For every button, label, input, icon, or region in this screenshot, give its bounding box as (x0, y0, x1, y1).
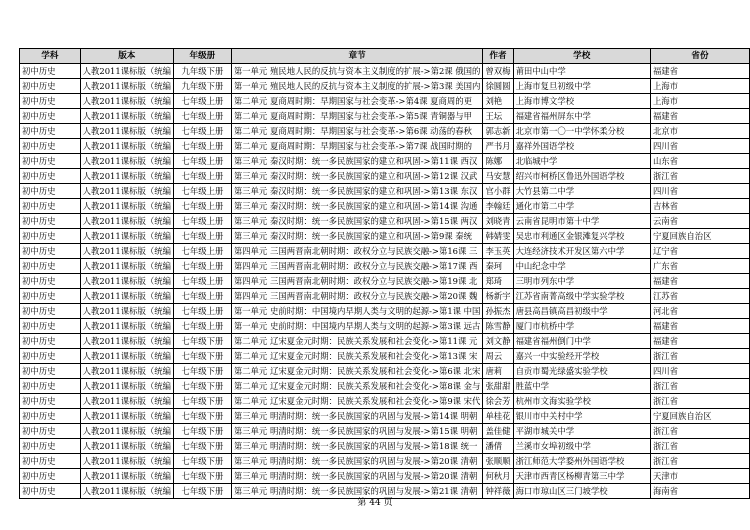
cell-grade: 七年级上册 (173, 109, 231, 124)
cell-subject: 初中历史 (20, 229, 81, 244)
cell-subject: 初中历史 (20, 409, 81, 424)
cell-school: 江苏省南菁高级中学实验学校 (513, 289, 650, 304)
table-row (20, 289, 750, 304)
cell-chapter: 第四单元 三国两晋南北朝时期：政权分立与民族交融->第19课 北 (231, 274, 483, 289)
table-row (20, 154, 750, 169)
cell-school: 北临城中学 (513, 154, 650, 169)
cell-edition: 人教2011课标版（统编 (80, 109, 173, 124)
cell-school: 嘉祥外国语学校 (513, 139, 650, 154)
cell-subject: 初中历史 (20, 349, 81, 364)
header-edition: 版本 (80, 49, 173, 64)
cell-grade: 九年级下册 (173, 79, 231, 94)
table-row (20, 244, 750, 259)
cell-chapter: 第三单元 明清时期：统一多民族国家的巩固与发展->第18课 统一 (231, 439, 483, 454)
table-row (20, 334, 750, 349)
table-row (20, 304, 750, 319)
cell-school: 吴忠市利通区金银滩复兴学校 (513, 229, 650, 244)
cell-grade: 七年级下册 (173, 469, 231, 484)
cell-grade: 七年级上册 (173, 169, 231, 184)
cell-chapter: 第三单元 秦汉时期：统一多民族国家的建立和巩固->第15课 两汉 (231, 214, 483, 229)
cell-school: 银川市中关村中学 (513, 409, 650, 424)
cell-subject: 初中历史 (20, 169, 81, 184)
cell-province: 宁夏回族自治区 (650, 229, 749, 244)
table-row (20, 439, 750, 454)
cell-edition: 人教2011课标版（统编 (80, 379, 173, 394)
cell-subject: 初中历史 (20, 454, 81, 469)
cell-grade: 七年级上册 (173, 154, 231, 169)
cell-school: 大连经济技术开发区第六中学 (513, 244, 650, 259)
cell-chapter: 第四单元 三国两晋南北朝时期：政权分立与民族交融->第16课 三 (231, 244, 483, 259)
cell-author: 秦珂 (483, 259, 513, 274)
table-row (20, 184, 750, 199)
data-table-sheet (19, 48, 750, 499)
cell-school: 平湖市城关中学 (513, 424, 650, 439)
cell-author: 何秋月 (483, 469, 513, 484)
cell-author: 钟祥薇 (483, 484, 513, 499)
cell-province: 福建省 (650, 64, 749, 79)
cell-chapter: 第三单元 明清时期：统一多民族国家的巩固与发展->第20课 清朝 (231, 469, 483, 484)
cell-province: 浙江省 (650, 379, 749, 394)
cell-subject: 初中历史 (20, 124, 81, 139)
cell-subject: 初中历史 (20, 109, 81, 124)
cell-edition: 人教2011课标版（统编 (80, 319, 173, 334)
cell-grade: 七年级上册 (173, 94, 231, 109)
table-row (20, 319, 750, 334)
cell-grade: 七年级上册 (173, 289, 231, 304)
cell-province: 浙江省 (650, 394, 749, 409)
cell-school: 自贡市蜀光绿盛实验学校 (513, 364, 650, 379)
cell-chapter: 第四单元 三国两晋南北朝时期：政权分立与民族交融->第17课 西 (231, 259, 483, 274)
cell-edition: 人教2011课标版（统编 (80, 349, 173, 364)
table-row (20, 94, 750, 109)
cell-province: 浙江省 (650, 439, 749, 454)
cell-province: 四川省 (650, 139, 749, 154)
cell-edition: 人教2011课标版（统编 (80, 364, 173, 379)
cell-subject: 初中历史 (20, 439, 81, 454)
cell-chapter: 第三单元 秦汉时期：统一多民族国家的建立和巩固->第12课 汉武 (231, 169, 483, 184)
cell-author: 曾双梅 (483, 64, 513, 79)
cell-province: 江苏省 (650, 289, 749, 304)
cell-school: 云南省昆明市第十中学 (513, 214, 650, 229)
cell-edition: 人教2011课标版（统编 (80, 409, 173, 424)
cell-school: 三明市列东中学 (513, 274, 650, 289)
cell-chapter: 第三单元 明清时期：统一多民族国家的巩固与发展->第15课 明朝 (231, 424, 483, 439)
table-row (20, 139, 750, 154)
cell-author: 李翰廷 (483, 199, 513, 214)
cell-school: 绍兴市柯桥区鲁迅外国语学校 (513, 169, 650, 184)
cell-chapter: 第二单元 辽宋夏金元时期：民族关系发展和社会变化->第6课 北宋 (231, 364, 483, 379)
cell-province: 辽宁省 (650, 244, 749, 259)
cell-grade: 七年级下册 (173, 379, 231, 394)
cell-subject: 初中历史 (20, 304, 81, 319)
cell-school: 中山纪念中学 (513, 259, 650, 274)
cell-school: 海口市琼山区三门坡学校 (513, 484, 650, 499)
table-row (20, 364, 750, 379)
cell-province: 四川省 (650, 184, 749, 199)
cell-grade: 七年级上册 (173, 244, 231, 259)
cell-grade: 七年级上册 (173, 274, 231, 289)
cell-subject: 初中历史 (20, 394, 81, 409)
cell-chapter: 第三单元 明清时期：统一多民族国家的巩固与发展->第14课 明朝 (231, 409, 483, 424)
cell-author: 李玉英 (483, 244, 513, 259)
cell-grade: 七年级上册 (173, 184, 231, 199)
cell-chapter: 第二单元 夏商周时期：早期国家与社会变革->第6课 动荡的春秋 (231, 124, 483, 139)
cell-author: 郭志新 (483, 124, 513, 139)
cell-author: 张顺顺 (483, 454, 513, 469)
table-row (20, 124, 750, 139)
cell-province: 天津市 (650, 469, 749, 484)
cell-school: 通化市第二中学 (513, 199, 650, 214)
cell-grade: 七年级上册 (173, 319, 231, 334)
cell-edition: 人教2011课标版（统编 (80, 184, 173, 199)
cell-school: 胜蓝中学 (513, 379, 650, 394)
cell-chapter: 第三单元 秦汉时期：统一多民族国家的建立和巩固->第13课 东汉 (231, 184, 483, 199)
cell-subject: 初中历史 (20, 214, 81, 229)
cell-subject: 初中历史 (20, 274, 81, 289)
cell-edition: 人教2011课标版（统编 (80, 484, 173, 499)
cell-author: 潘倩 (483, 439, 513, 454)
cell-subject: 初中历史 (20, 79, 81, 94)
cell-province: 四川省 (650, 364, 749, 379)
cell-province: 北京市 (650, 124, 749, 139)
cell-edition: 人教2011课标版（统编 (80, 454, 173, 469)
header-author: 作者 (483, 49, 513, 64)
cell-province: 浙江省 (650, 349, 749, 364)
cell-author: 杨新宇 (483, 289, 513, 304)
cell-edition: 人教2011课标版（统编 (80, 229, 173, 244)
cell-chapter: 第三单元 明清时期：统一多民族国家的巩固与发展->第20课 清朝 (231, 454, 483, 469)
cell-chapter: 第三单元 明清时期：统一多民族国家的巩固与发展->第21课 清朝 (231, 484, 483, 499)
cell-chapter: 第一单元 史前时期：中国境内早期人类与文明的起源->第3课 远古 (231, 319, 483, 334)
cell-grade: 七年级下册 (173, 454, 231, 469)
cell-edition: 人教2011课标版（统编 (80, 274, 173, 289)
cell-province: 宁夏回族自治区 (650, 409, 749, 424)
cell-edition: 人教2011课标版（统编 (80, 214, 173, 229)
cell-province: 海南省 (650, 484, 749, 499)
cell-edition: 人教2011课标版（统编 (80, 244, 173, 259)
cell-school: 兰溪市女埠初级中学 (513, 439, 650, 454)
cell-subject: 初中历史 (20, 199, 81, 214)
cell-subject: 初中历史 (20, 94, 81, 109)
cell-school: 上海市复旦初级中学 (513, 79, 650, 94)
cell-edition: 人教2011课标版（统编 (80, 199, 173, 214)
header-province: 省份 (650, 49, 749, 64)
cell-grade: 九年级下册 (173, 64, 231, 79)
cell-school: 厦门市杭桥中学 (513, 319, 650, 334)
cell-edition: 人教2011课标版（统编 (80, 124, 173, 139)
cell-edition: 人教2011课标版（统编 (80, 154, 173, 169)
cell-province: 福建省 (650, 319, 749, 334)
cell-author: 周云 (483, 349, 513, 364)
table-row (20, 109, 750, 124)
cell-subject: 初中历史 (20, 289, 81, 304)
cell-school: 莆田中山中学 (513, 64, 650, 79)
header-grade: 年级册 (173, 49, 231, 64)
cell-subject: 初中历史 (20, 469, 81, 484)
cell-author: 陈雪静 (483, 319, 513, 334)
table-row (20, 259, 750, 274)
cell-author: 陈娜 (483, 154, 513, 169)
cell-school: 上海市博文学校 (513, 94, 650, 109)
cell-chapter: 第二单元 夏商周时期：早期国家与社会变革->第7课 战国时期的 (231, 139, 483, 154)
cell-edition: 人教2011课标版（统编 (80, 424, 173, 439)
table-row (20, 169, 750, 184)
cell-subject: 初中历史 (20, 259, 81, 274)
cell-grade: 七年级下册 (173, 394, 231, 409)
cell-grade: 七年级上册 (173, 259, 231, 274)
cell-grade: 七年级下册 (173, 484, 231, 499)
table-row (20, 409, 750, 424)
cell-edition: 人教2011课标版（统编 (80, 469, 173, 484)
cell-grade: 七年级上册 (173, 214, 231, 229)
cell-edition: 人教2011课标版（统编 (80, 289, 173, 304)
cell-school: 北京市第一〇一中学怀柔分校 (513, 124, 650, 139)
table-header-row (20, 49, 750, 64)
cell-edition: 人教2011课标版（统编 (80, 64, 173, 79)
cell-grade: 七年级上册 (173, 229, 231, 244)
cell-school: 浙江师范大学婺州外国语学校 (513, 454, 650, 469)
table-row (20, 379, 750, 394)
cell-subject: 初中历史 (20, 139, 81, 154)
table-row (20, 394, 750, 409)
cell-subject: 初中历史 (20, 424, 81, 439)
cell-province: 浙江省 (650, 169, 749, 184)
table-row (20, 214, 750, 229)
cell-edition: 人教2011课标版（统编 (80, 394, 173, 409)
cell-grade: 七年级下册 (173, 349, 231, 364)
cell-author: 马安慧 (483, 169, 513, 184)
table-row (20, 229, 750, 244)
cell-author: 韩婧雯 (483, 229, 513, 244)
cell-author: 官小群 (483, 184, 513, 199)
cell-grade: 七年级下册 (173, 334, 231, 349)
cell-edition: 人教2011课标版（统编 (80, 259, 173, 274)
table-row (20, 424, 750, 439)
cell-grade: 七年级上册 (173, 304, 231, 319)
cell-subject: 初中历史 (20, 319, 81, 334)
cell-school: 天津市西青区杨柳青第三中学 (513, 469, 650, 484)
cell-author: 孙振杰 (483, 304, 513, 319)
cell-province: 福建省 (650, 334, 749, 349)
cell-chapter: 第四单元 三国两晋南北朝时期：政权分立与民族交融->第20课 魏 (231, 289, 483, 304)
cell-grade: 七年级下册 (173, 409, 231, 424)
cell-province: 福建省 (650, 109, 749, 124)
header-chapter: 章节 (231, 49, 483, 64)
table-row (20, 79, 750, 94)
cell-province: 山东省 (650, 154, 749, 169)
cell-author: 刘晓青 (483, 214, 513, 229)
cell-school: 杭州市文海实验学校 (513, 394, 650, 409)
cell-province: 云南省 (650, 214, 749, 229)
cell-author: 单桂花 (483, 409, 513, 424)
table-row (20, 64, 750, 79)
table-row (20, 454, 750, 469)
table-row (20, 274, 750, 289)
cell-author: 唐莉 (483, 364, 513, 379)
cell-author: 郑琦 (483, 274, 513, 289)
cell-grade: 七年级上册 (173, 139, 231, 154)
cell-chapter: 第三单元 秦汉时期：统一多民族国家的建立和巩固->第9课 秦统 (231, 229, 483, 244)
cell-school: 唐县高昌镇高昌初级中学 (513, 304, 650, 319)
cell-author: 盖佳健 (483, 424, 513, 439)
cell-chapter: 第二单元 夏商周时期：早期国家与社会变革->第5课 青铜器与甲 (231, 109, 483, 124)
cell-grade: 七年级下册 (173, 364, 231, 379)
cell-edition: 人教2011课标版（统编 (80, 139, 173, 154)
cell-province: 上海市 (650, 79, 749, 94)
cell-author: 刘文静 (483, 334, 513, 349)
cell-grade: 七年级上册 (173, 124, 231, 139)
cell-subject: 初中历史 (20, 379, 81, 394)
resource-table (19, 48, 750, 499)
cell-author: 张甜甜 (483, 379, 513, 394)
cell-chapter: 第二单元 辽宋夏金元时期：民族关系发展和社会变化->第8课 金与 (231, 379, 483, 394)
cell-grade: 七年级下册 (173, 439, 231, 454)
cell-school: 大竹县第二中学 (513, 184, 650, 199)
table-row (20, 199, 750, 214)
cell-chapter: 第一单元 殖民地人民的反抗与资本主义制度的扩展->第3课 美国内 (231, 79, 483, 94)
cell-edition: 人教2011课标版（统编 (80, 79, 173, 94)
cell-chapter: 第三单元 秦汉时期：统一多民族国家的建立和巩固->第11课 西汉 (231, 154, 483, 169)
cell-school: 福建省福州倒门中学 (513, 334, 650, 349)
cell-edition: 人教2011课标版（统编 (80, 304, 173, 319)
cell-edition: 人教2011课标版（统编 (80, 439, 173, 454)
cell-author: 王坛 (483, 109, 513, 124)
header-subject: 学科 (20, 49, 81, 64)
cell-subject: 初中历史 (20, 154, 81, 169)
table-row (20, 469, 750, 484)
cell-chapter: 第一单元 殖民地人民的反抗与资本主义制度的扩展->第2课 俄国的 (231, 64, 483, 79)
cell-chapter: 第二单元 夏商周时期：早期国家与社会变革->第4课 夏商周的更 (231, 94, 483, 109)
cell-edition: 人教2011课标版（统编 (80, 94, 173, 109)
cell-subject: 初中历史 (20, 364, 81, 379)
cell-subject: 初中历史 (20, 64, 81, 79)
cell-province: 河北省 (650, 304, 749, 319)
cell-province: 广东省 (650, 259, 749, 274)
cell-author: 严书月 (483, 139, 513, 154)
cell-edition: 人教2011课标版（统编 (80, 169, 173, 184)
page-number: 第 44 页 (357, 498, 393, 508)
cell-province: 吉林省 (650, 199, 749, 214)
cell-chapter: 第二单元 辽宋夏金元时期：民族关系发展和社会变化->第13课 宋 (231, 349, 483, 364)
cell-subject: 初中历史 (20, 334, 81, 349)
cell-author: 徐圆圆 (483, 79, 513, 94)
cell-chapter: 第三单元 秦汉时期：统一多民族国家的建立和巩固->第14课 沟通 (231, 199, 483, 214)
cell-province: 浙江省 (650, 454, 749, 469)
cell-grade: 七年级上册 (173, 199, 231, 214)
cell-province: 上海市 (650, 94, 749, 109)
table-body (20, 64, 750, 499)
cell-province: 福建省 (650, 274, 749, 289)
cell-subject: 初中历史 (20, 484, 81, 499)
cell-chapter: 第一单元 史前时期：中国境内早期人类与文明的起源->第1课 中国 (231, 304, 483, 319)
cell-author: 刘艳 (483, 94, 513, 109)
cell-chapter: 第二单元 辽宋夏金元时期：民族关系发展和社会变化->第11课 元 (231, 334, 483, 349)
cell-subject: 初中历史 (20, 244, 81, 259)
cell-edition: 人教2011课标版（统编 (80, 334, 173, 349)
cell-subject: 初中历史 (20, 184, 81, 199)
cell-chapter: 第二单元 辽宋夏金元时期：民族关系发展和社会变化->第9课 宋代 (231, 394, 483, 409)
header-school: 学校 (513, 49, 650, 64)
cell-school: 嘉兴一中实验经开学校 (513, 349, 650, 364)
cell-province: 浙江省 (650, 424, 749, 439)
cell-author: 徐会芳 (483, 394, 513, 409)
cell-grade: 七年级下册 (173, 424, 231, 439)
table-row (20, 349, 750, 364)
cell-school: 福建省福州屏东中学 (513, 109, 650, 124)
